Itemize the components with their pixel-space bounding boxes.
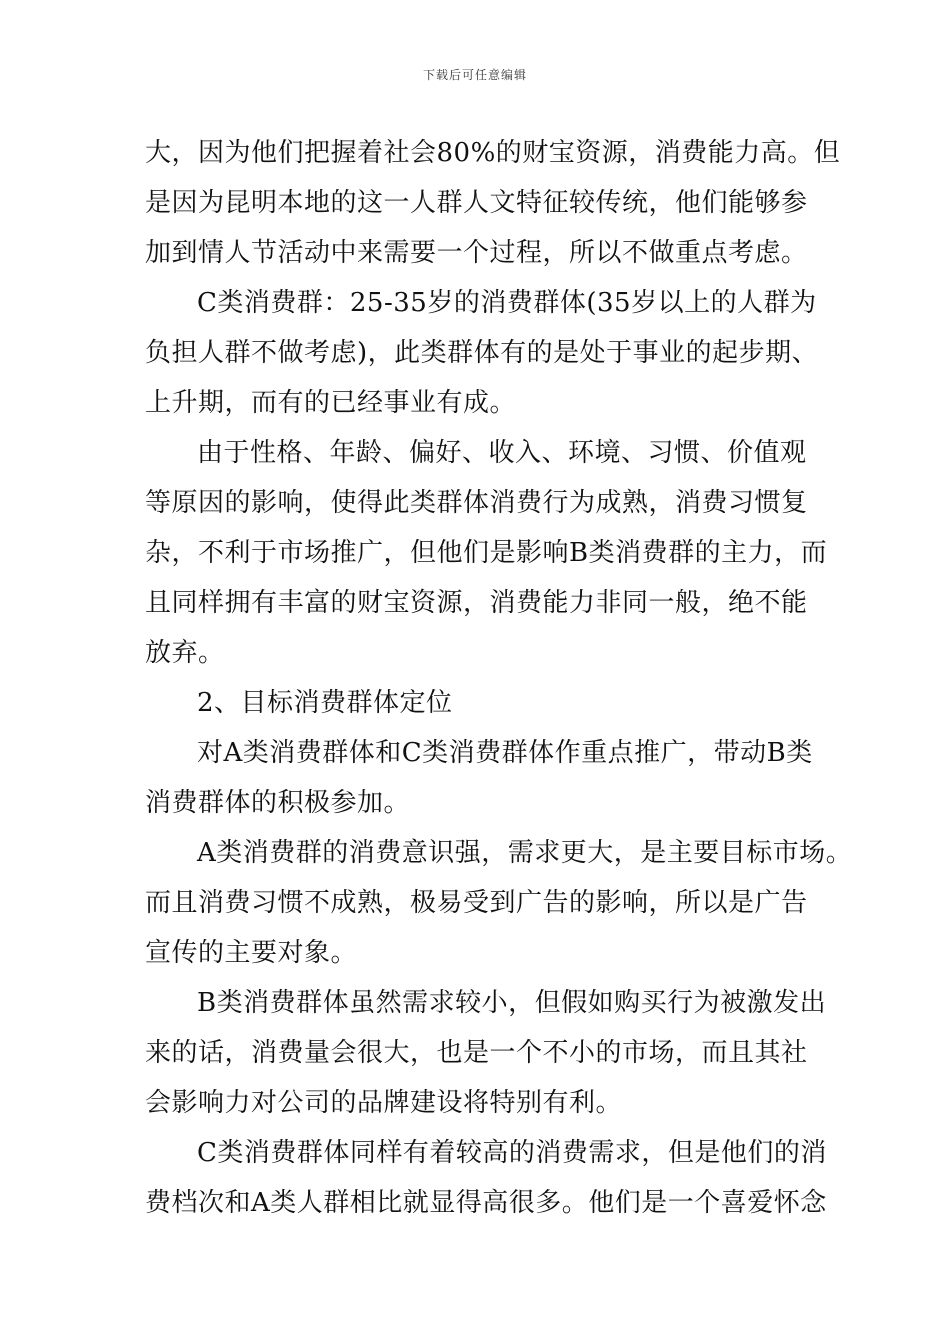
text-line: 宣传的主要对象。 (145, 938, 358, 968)
text-line: B类消费群体虽然需求较小，但假如购买行为被激发出 (197, 988, 827, 1018)
text-line: 对A类消费群体和C类消费群体作重点推广，带动B类 (197, 738, 813, 768)
text-line: 上升期，而有的已经事业有成。 (145, 388, 517, 418)
text-line: 是因为昆明本地的这一人群人文特征较传统，他们能够参 (145, 188, 808, 218)
section-heading: 2、目标消费群体定位 (197, 688, 453, 718)
text-line: 来的话，消费量会很大，也是一个不小的市场，而且其社 (145, 1038, 808, 1068)
text-line: 加到情人节活动中来需要一个过程，所以不做重点考虑。 (145, 238, 808, 268)
text-line: 消费群体的积极参加。 (145, 788, 411, 818)
text-line: 大，因为他们把握着社会80%的财宝资源，消费能力高。但 (145, 138, 841, 168)
text-line: C类消费群：25-35岁的消费群体(35岁以上的人群为 (197, 288, 817, 318)
text-line: A类消费群的消费意识强，需求更大，是主要目标市场。 (197, 838, 853, 868)
text-line: 放弃。 (145, 638, 225, 668)
text-line: C类消费群体同样有着较高的消费需求，但是他们的消 (197, 1138, 827, 1168)
text-line: 而且消费习惯不成熟，极易受到广告的影响，所以是广告 (145, 888, 808, 918)
text-line: 负担人群不做考虑)，此类群体有的是处于事业的起步期、 (145, 338, 819, 368)
body-text (145, 128, 853, 1228)
page-header: 下载后可任意编辑 (422, 68, 527, 82)
text-line: 费档次和A类人群相比就显得高很多。他们是一个喜爱怀念 (145, 1188, 827, 1218)
text-line: 杂，不利于市场推广，但他们是影响B类消费群的主力，而 (145, 538, 828, 568)
text-line: 会影响力对公司的品牌建设将特别有利。 (145, 1088, 623, 1118)
text-line: 且同样拥有丰富的财宝资源，消费能力非同一般，绝不能 (145, 588, 808, 618)
text-line: 由于性格、年龄、偏好、收入、环境、习惯、价值观 (197, 438, 807, 468)
text-line: 等原因的影响，使得此类群体消费行为成熟，消费习惯复 (145, 488, 808, 518)
